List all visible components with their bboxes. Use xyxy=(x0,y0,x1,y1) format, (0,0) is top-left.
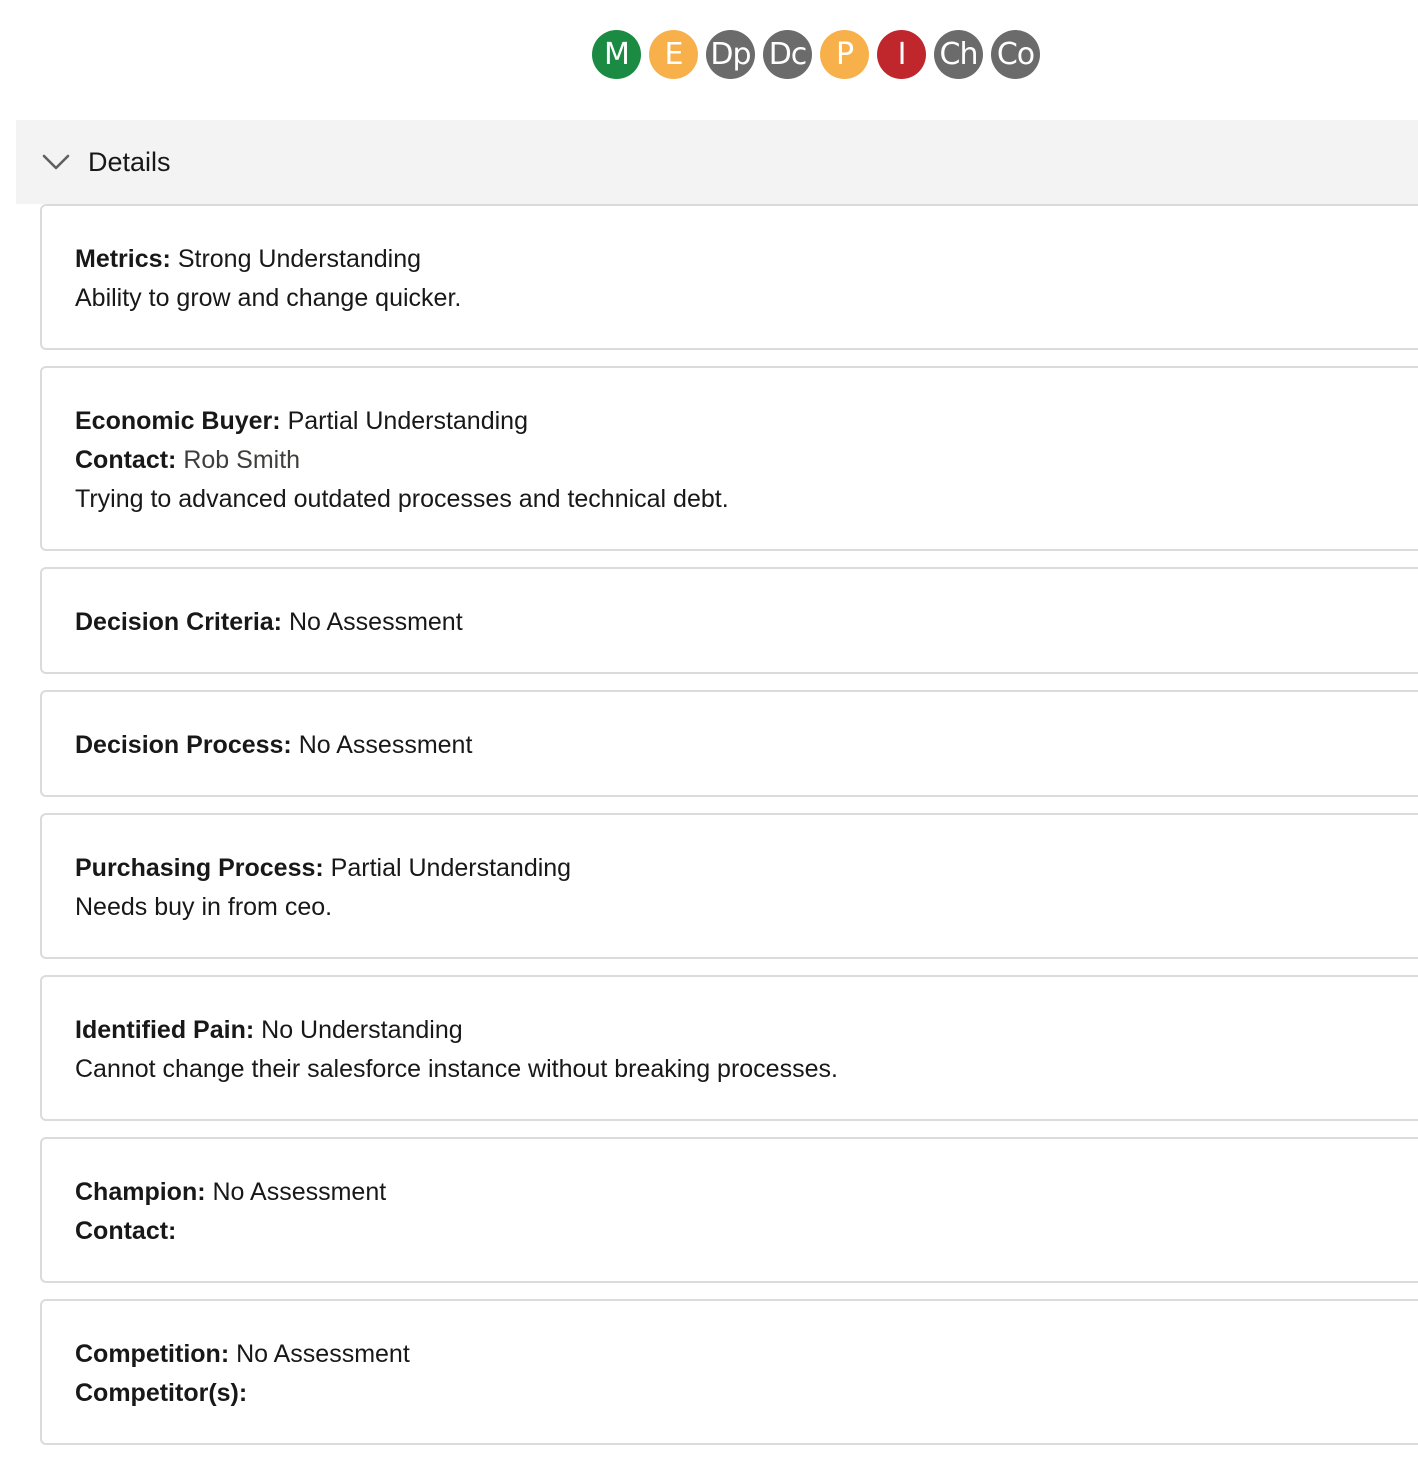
badge-identified-pain[interactable] xyxy=(877,30,926,79)
metrics-label: Metrics: xyxy=(75,245,171,273)
badge-label: E xyxy=(664,36,683,72)
badge-label: M xyxy=(604,36,629,72)
decision-process-status-line xyxy=(75,730,472,760)
section-title: Details xyxy=(88,146,171,177)
identified-pain-note: Cannot change their salesforce instance without breaking processes. xyxy=(75,1055,838,1083)
badge-label: I xyxy=(897,36,906,72)
champion-status: No Assessment xyxy=(212,1178,387,1206)
decision-criteria-label: Decision Criteria: xyxy=(75,608,283,636)
badge-purchasing-process[interactable] xyxy=(820,30,869,79)
contact-link[interactable]: Rob Smith xyxy=(183,446,301,474)
competition-status-line xyxy=(75,1339,410,1369)
purchasing-process-note: Needs buy in from ceo. xyxy=(75,893,333,921)
identified-pain-status-line xyxy=(75,1015,463,1045)
champion-label: Champion: xyxy=(75,1178,206,1206)
badge-decision-criteria[interactable] xyxy=(763,30,812,79)
decision-process-label: Decision Process: xyxy=(75,731,292,759)
badge-label: Ch xyxy=(939,36,978,72)
purchasing-process-label: Purchasing Process: xyxy=(75,854,324,882)
badge-label: Dp xyxy=(710,36,751,72)
contact-label: Contact: xyxy=(75,1217,177,1245)
badge-label: Co xyxy=(996,36,1035,72)
badge-label: Dc xyxy=(768,36,807,72)
champion-contact-line xyxy=(75,1216,176,1246)
card-purchasing-process xyxy=(40,813,1418,959)
decision-criteria-status: No Assessment xyxy=(288,608,463,636)
metrics-status: Strong Understanding xyxy=(177,245,422,273)
chevron-down-icon xyxy=(42,148,70,176)
badge-metrics[interactable] xyxy=(592,30,641,79)
competitors-line xyxy=(75,1378,247,1408)
metrics-note: Ability to grow and change quicker. xyxy=(75,284,462,312)
metrics-status-line xyxy=(75,244,421,274)
stage-badges xyxy=(592,30,1040,80)
badge-economic-buyer[interactable] xyxy=(649,30,698,79)
badge-champion[interactable] xyxy=(934,30,983,79)
economic-buyer-status-line xyxy=(75,406,528,436)
card-decision-criteria xyxy=(40,567,1418,674)
badge-competition[interactable] xyxy=(991,30,1040,79)
economic-buyer-label: Economic Buyer: xyxy=(75,407,281,435)
details-section-toggle[interactable] xyxy=(16,120,1418,204)
identified-pain-status: No Understanding xyxy=(261,1016,463,1044)
card-decision-process xyxy=(40,690,1418,797)
identified-pain-label: Identified Pain: xyxy=(75,1016,255,1044)
economic-buyer-contact-line xyxy=(75,445,300,475)
competitors-label: Competitor(s): xyxy=(75,1379,248,1407)
purchasing-process-status-line xyxy=(75,853,571,883)
card-identified-pain xyxy=(40,975,1418,1121)
decision-criteria-status-line xyxy=(75,607,463,637)
economic-buyer-status: Partial Understanding xyxy=(287,407,528,435)
contact-label: Contact: xyxy=(75,446,177,474)
competition-label: Competition: xyxy=(75,1340,230,1368)
economic-buyer-note: Trying to advanced outdated processes and technical debt. xyxy=(75,485,729,513)
badge-decision-process[interactable] xyxy=(706,30,755,79)
card-metrics xyxy=(40,204,1418,350)
badge-label: P xyxy=(835,36,854,72)
purchasing-process-status: Partial Understanding xyxy=(330,854,572,882)
decision-process-status: No Assessment xyxy=(298,731,473,759)
card-champion xyxy=(40,1137,1418,1283)
competition-status: No Assessment xyxy=(236,1340,410,1368)
champion-status-line xyxy=(75,1177,386,1207)
card-competition xyxy=(40,1299,1418,1445)
card-economic-buyer xyxy=(40,366,1418,551)
